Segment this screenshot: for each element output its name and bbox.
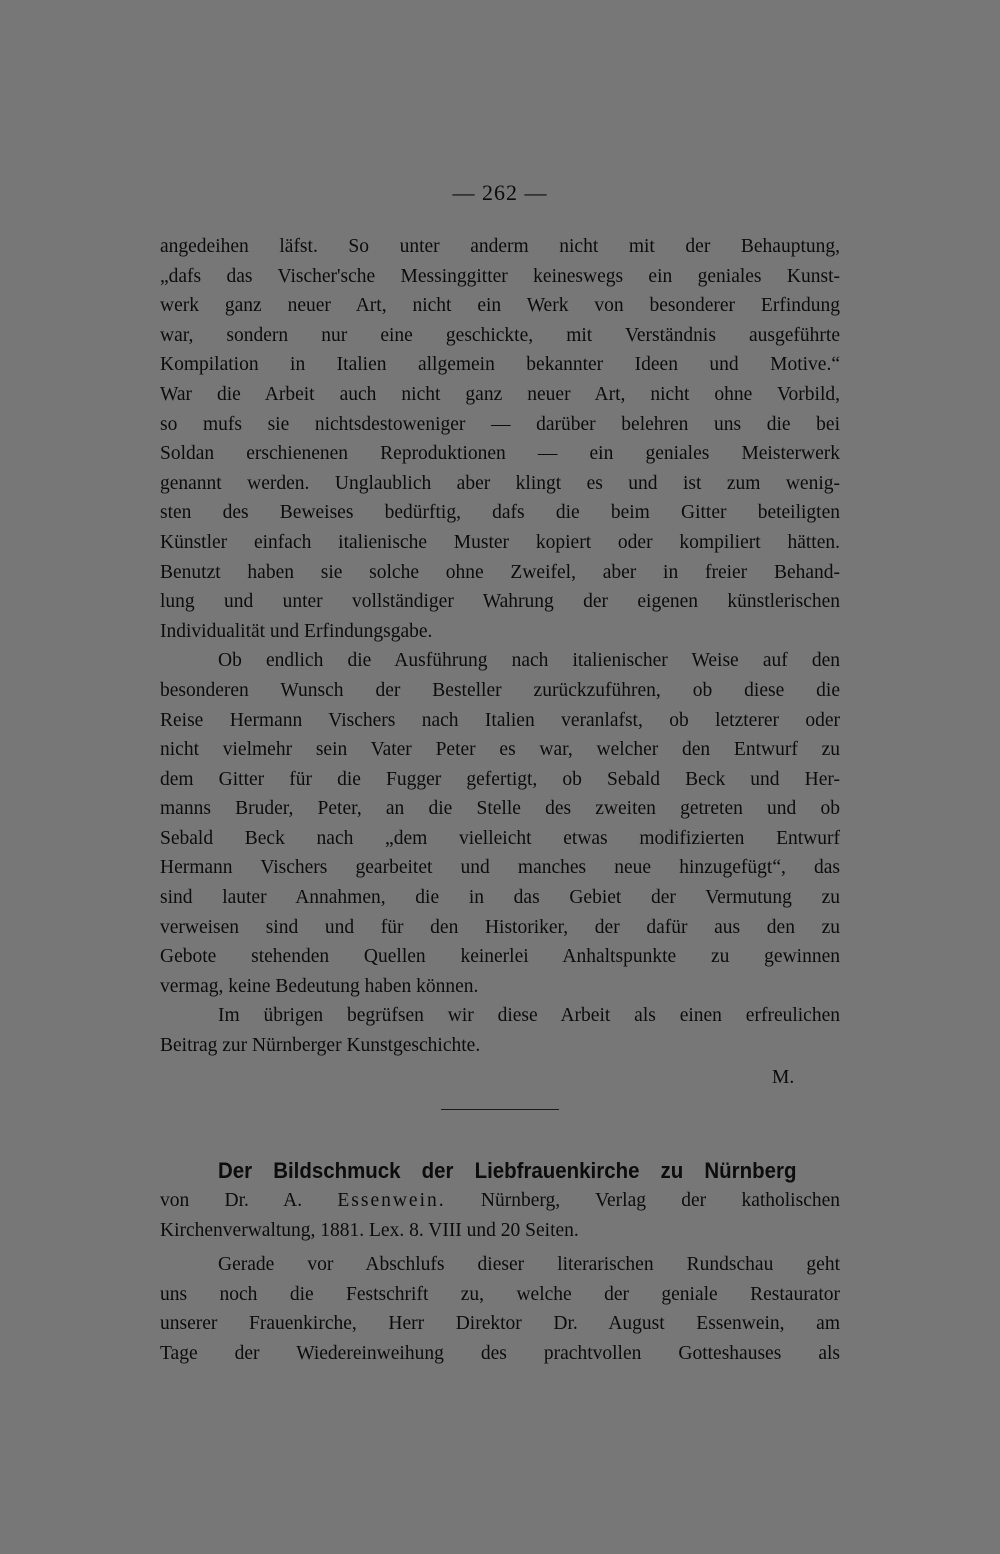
text-line: manns Bruder, Peter, an die Stelle des zweiten getreten und ob <box>160 798 840 820</box>
text-line: Im übrigen begrüfsen wir diese Arbeit als einen erfreulichen <box>218 1005 840 1027</box>
text-line: sind lauter Annahmen, die in das Gebiet der Vermutung zu <box>160 887 840 909</box>
text-line: nicht vielmehr sein Vater Peter es war, welcher den Entwurf zu <box>160 739 840 761</box>
citation-by: von Dr. A. <box>160 1190 303 1211</box>
text-line: sten des Beweises bedürftig, dafs die beim Gitter beteiligten <box>160 502 840 524</box>
text-line: Tage der Wiedereinweihung des prachtvollen Gotteshauses als <box>160 1342 840 1364</box>
text-line: Beitrag zur Nürnberger Kunstgeschichte. <box>160 1035 481 1057</box>
text-line: verweisen sind und für den Historiker, der dafür aus den zu <box>160 916 840 938</box>
text-line: unserer Frauenkirche, Herr Direktor Dr. August Essenwein, am <box>160 1313 840 1335</box>
review-title: Der Bildschmuck der Liebfrauenkirche zu Nürnberg <box>218 1158 797 1183</box>
text-line: Hermann Vischers gearbeitet und manches neue hinzugefügt“, das <box>160 857 840 879</box>
text-line: besonderen Wunsch der Besteller zurückzuführen, ob diese die <box>160 679 840 701</box>
text-line: vermag, keine Bedeutung haben können. <box>160 975 479 997</box>
text-line: war, sondern nur eine geschickte, mit Verständnis ausgeführte <box>160 324 840 346</box>
page-number: — 262 — <box>452 180 548 205</box>
text-line: „dafs das Vischer'sche Messinggitter keineswegs ein geniales Kunst- <box>160 265 840 287</box>
text-line: Sebald Beck nach „dem vielleicht etwas modifizierten Entwurf <box>160 827 840 849</box>
text-line: angedeihen läfst. So unter anderm nicht mit der Behauptung, <box>160 236 840 257</box>
text-line: Kompilation in Italien allgemein bekannter Ideen und Motive.“ <box>160 354 840 376</box>
citation-line <box>160 1186 840 1216</box>
text-line: so mufs sie nichtsdestoweniger — darüber belehren uns die bei <box>160 413 840 435</box>
text-line: Künstler einfach italienische Muster kopiert oder kompiliert hätten. <box>160 531 840 553</box>
section-divider <box>441 1109 559 1110</box>
text-line: War die Arbeit auch nicht ganz neuer Art, nicht ohne Vorbild, <box>160 383 840 405</box>
text-line: dem Gitter für die Fugger gefertigt, ob Sebald Beck und Her- <box>160 768 840 790</box>
review-body <box>160 1250 840 1368</box>
text-line: Soldan erschienenen Reproduktionen — ein geniales Meisterwerk <box>160 443 840 465</box>
review-previous-text <box>160 232 840 1061</box>
text-line: werk ganz neuer Art, nicht ein Werk von besonderer Erfindung <box>160 295 840 317</box>
citation-publisher: Nürnberg, Verlag der katholischen <box>480 1190 841 1211</box>
text-line: Benutzt haben sie solche ohne Zweifel, aber in freier Behand- <box>160 561 840 583</box>
citation-author: Essenwein. <box>337 1190 446 1211</box>
reviewer-signature: M. <box>772 1067 795 1088</box>
text-line: uns noch die Festschrift zu, welche der geniale Restaurator <box>160 1283 840 1305</box>
text-line: lung und unter vollständiger Wahrung der eigenen künstlerischen <box>160 591 840 613</box>
text-line: Gebote stehenden Quellen keinerlei Anhaltspunkte zu gewinnen <box>160 946 840 968</box>
text-line: Gerade vor Abschlufs dieser literarischen Rundschau geht <box>218 1254 840 1275</box>
text-line: Reise Hermann Vischers nach Italien veranlafst, ob letzterer oder <box>160 709 840 731</box>
text-line: genannt werden. Unglaublich aber klingt es und ist zum wenig- <box>160 472 840 494</box>
review-citation <box>160 1186 840 1245</box>
citation-line: Kirchenverwaltung, 1881. Lex. 8. VIII und 20 Seiten. <box>160 1219 579 1241</box>
text-line: Individualität und Erfindungsgabe. <box>160 620 433 642</box>
text-line: Ob endlich die Ausführung nach italienischer Weise auf den <box>218 650 840 672</box>
